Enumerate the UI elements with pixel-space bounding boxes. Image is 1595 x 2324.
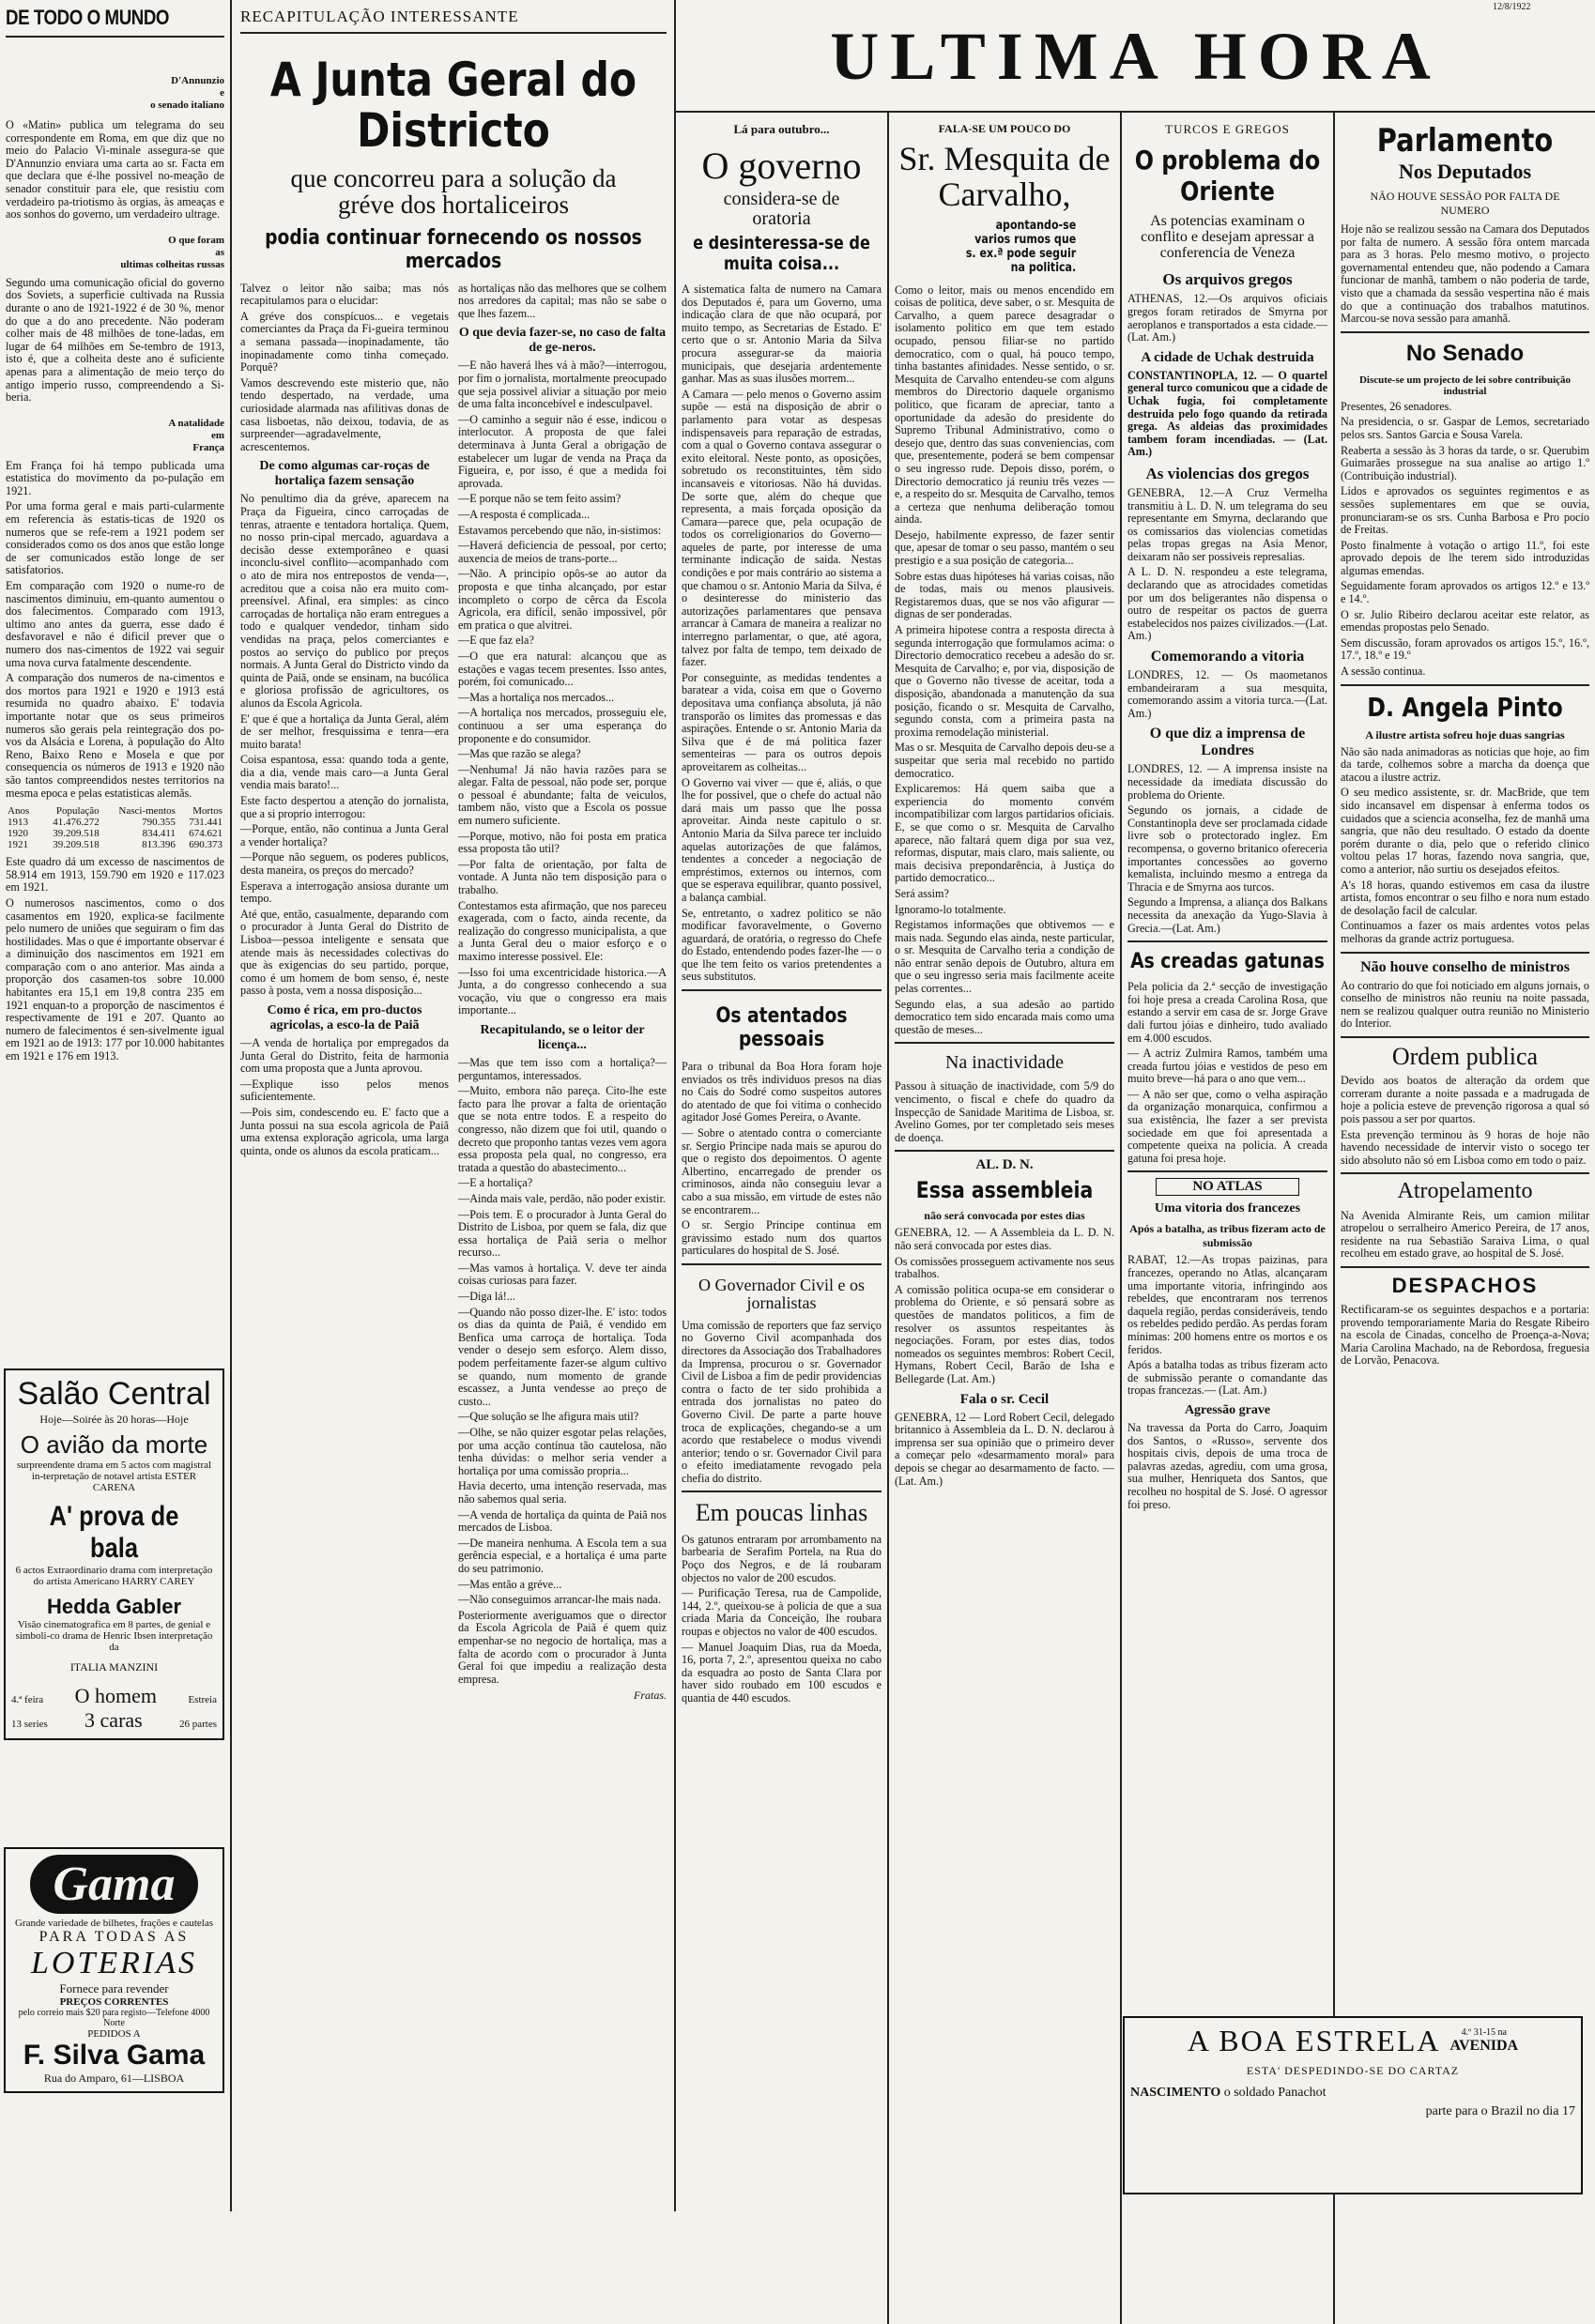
section-title: DE TODO O MUNDO	[6, 6, 170, 29]
subheading: AL. D. N.	[975, 1157, 1034, 1173]
headline: as	[215, 246, 224, 258]
paragraph: —Haverá deficiencia de pessoal, por certo; auxencia de meios de trans-porte...	[458, 539, 667, 565]
sub-column	[240, 283, 449, 1704]
article-subtitle: apontando-se varios rumos que s. ex.ª pode seguir na politica.	[965, 218, 1077, 275]
paragraph: LONDRES, 12. — Os maometanos embandeiraram a sua mesquita, comemorando assim a vitoria turca.—(Lat. Am.)	[1127, 668, 1327, 720]
ad-text: Estreia	[188, 1694, 217, 1705]
paragraph: as hortaliças não das melhores que se colhem nos arredores da capital; mas não se sabe o que lhes fazem...	[458, 281, 667, 320]
ad-film: A' prova de bala	[49, 1501, 179, 1564]
table-header: Mortos	[192, 805, 222, 818]
article-subtitle: NÃO HOUVE SESSÃO POR FALTA DE NUMERO	[1370, 190, 1560, 217]
subheading: D. Angela Pinto	[1367, 691, 1563, 723]
paragraph: Se, entretanto, o xadrez politico se não modificar favoravelmente, o Governo aguardará, de oratória, o regresso do Chefe do Estado, entendendo podes fazer-lhe — o que lhe tem feito os varios pretendentes a seus substitutos.	[682, 906, 882, 984]
paragraph: A's 18 horas, quando estivemos em casa da ilustre artista, fomos encontrar o seu filho e nora num estado de desolação facil de calcular.	[1341, 878, 1589, 917]
paragraph: —Mas então a gréve...	[458, 1577, 562, 1591]
subheading: Agressão grave	[1184, 1402, 1271, 1417]
paragraph: — Manuel Joaquim Dias, rua da Moeda, 16, porta 7, 2.º, apresentou queixa no cabo da esquadra ao posto de Santa Clara por haver sido roubado em 100 escudos e quantia de 440 escudos.	[682, 1640, 882, 1705]
paragraph: O numerosos nascimentos, como o dos casamentos em 1920, explica-se facilmente pelo numero de uniões que seguiram o fim das hostilidades. Mas o que é importante observar é a diminuição dos nascimentos em 1921 em comparação com o ano anterior. Mas ainda a proporção dos casamen-tos sobre 10.000 habitantes era 15,1 em 19,8 contra 235 em 1921 enquan-to a proporção de nascimentos é respectivamente de 191 e 207. Quanto ao numero de falecimentos é sen-sivelmente igual em 1921 ao de 1913: 177 por 10.000 habitantes em 1921 e 176 em 1913.	[6, 895, 224, 1063]
table-row: 1921 39.209.518 813.396 690.373	[8, 839, 222, 851]
paragraph: —Porque, então, não continua a Junta Geral a vender hortaliça?	[240, 822, 449, 849]
column-parlamento	[1335, 113, 1595, 2009]
paragraph: Na presidencia, o sr. Gaspar de Lemos, secretariado pelos srs. Santos Garcia e Sousa Varela.	[1341, 415, 1589, 441]
ad-line: parte para o Brazil no dia 17	[1425, 2104, 1575, 2118]
birth-statistics-table	[6, 805, 224, 850]
headline: D'Annunzio	[171, 75, 224, 86]
article-title: A Junta Geral do Districto	[269, 53, 637, 158]
paragraph: —Porque, motivo, não foi posta em pratica essa proposta tão util?	[458, 829, 667, 856]
ad-gama-lottery	[4, 1847, 224, 2093]
paragraph: —A hortaliça nos mercados, prosseguiu ele, continuou a ser uma esperança do proponente e do consumidor.	[458, 706, 667, 745]
paragraph: —A venda de hortaliça da quinta de Paiã nos mercados de Lisboa.	[458, 1507, 667, 1535]
paragraph: GENEBRA, 12.—A Cruz Vermelha transmitiu à L. D. N. um telegrama do seu representante em Smyrna, declarando que os comissarios das violencias cometidas pelas tropas gregas na Asia Menor, deixaram não ser possiveis represalias.	[1127, 485, 1327, 563]
paragraph: —E que faz ela?	[458, 634, 534, 648]
ad-text: 3 caras	[84, 1708, 143, 1732]
paragraph: Passou à situação de inactividade, com 5/9 do vencimento, o fiscal e chefe do quadro da Inspecção de Sanidade Maritima de Lisboa, sr. Avelino Gomes, por ter completado seis meses de doença.	[895, 1079, 1114, 1144]
ad-boa-estrela	[1123, 2016, 1583, 2194]
ad-line: pelo correio mais $20 para registo—Telefone 4000 Norte	[18, 2008, 210, 2028]
paragraph: — Sobre o atentado contra o comerciante sr. Sergio Principe nada mais se apurou do que o registo dos depoimentos. O agente Albertino, encarregado de prender os criminosos, ainda não conseguiu levar a cabo a sua missão, em virtude de estes não se encontrarem...	[682, 1126, 882, 1216]
paragraph: E' que é que a hortaliça da Junta Geral, além de ser melhor, fresquissima e tenra—era muito barata!	[240, 711, 449, 751]
ad-line: LOTERIAS	[31, 1946, 197, 1980]
paragraph: —Quando não posso dizer-lhe. E' isto: todos os dias da quinta de Paiã, é vendido em Benfica uma carroça de hortaliça. Toda vender o desejo sem esforço. Alem disso, podem perfeitamente fazer-se algum cultivo se quando, num momento de grande escassez, a Junta vendesse ao preço de custo...	[458, 1305, 667, 1408]
paragraph: —Diga lá!...	[458, 1290, 515, 1304]
paragraph: A sessão continua.	[1341, 665, 1426, 679]
article-title: O governo	[701, 145, 862, 187]
paragraph: —Não conseguimos arrancar-lhe mais nada.	[458, 1593, 662, 1607]
paragraph: Não são nada animadoras as noticias que hoje, ao fim da tarde, colhemos sobre a marcha da doença que atacou a ilustre actriz.	[1341, 744, 1589, 784]
paragraph: Devido aos boatos de alteração da ordem que correram durante a noite passada e a madrugada de hoje a policia esteve de prevenção rigorosa a qual só pois passou a ser por quartos.	[1341, 1074, 1589, 1125]
article-title: O problema do Oriente	[1134, 145, 1321, 206]
headline: O que foram	[168, 234, 224, 246]
ad-line: Fornece para revender	[59, 1981, 169, 1995]
ad-desc: Visão cinematografica em 8 partes, de genial e simboli-co drama de Henric Ibsen interpretação da	[15, 1619, 213, 1653]
table-header: População	[55, 805, 100, 818]
paragraph: GENEBRA, 12. — A Assembleia da L. D. N. não será convocada por estes dias.	[895, 1226, 1114, 1252]
headline: França	[192, 441, 224, 453]
paragraph: O sr. Julio Ribeiro declarou aceitar este relator, as emendas propostas pelo Senado.	[1341, 607, 1589, 635]
subheading: não será convocada por estes dias	[924, 1209, 1085, 1223]
kicker: Lá para outubro...	[733, 122, 830, 136]
paragraph: O sr. Sergio Principe continua em gravissimo estado num dos quartos particulares do hospital de S. José.	[682, 1218, 882, 1258]
date-fragment: 12/8/1922	[1493, 2, 1531, 12]
paragraph: Esperava a interrogação ansiosa durante um tempo.	[240, 879, 449, 906]
paragraph: —Isso foi uma excentricidade historica.—A Junta, a do congresso conhecendo a sua vocação, viu que o congresso era mais importante...	[458, 965, 667, 1017]
headline: e	[220, 87, 224, 99]
paragraph: —Olhe, se não quizer esgotar pelas relações, por uma acção contínua tão cautelosa, não tenha dúvidas: o melhor seria vender a hortaliça por uma comissão propria...	[458, 1426, 667, 1477]
paragraph: —Que solução se lhe afigura mais util?	[458, 1410, 639, 1424]
ad-line: o soldado Panachot	[1223, 2086, 1327, 2100]
paragraph: Para o tribunal da Boa Hora foram hoje enviados os três individuos presos na dias no Cais do Sodré como suspeitos autores do atentado de que foi vitima o conhecido agitador José Gomes Pereira, o Avante.	[682, 1060, 882, 1124]
paragraph: —Mas que tem isso com a hortaliça?—perguntamos, interessados.	[458, 1055, 667, 1082]
subheading: Na inactividade	[944, 1052, 1065, 1074]
subheading: Atropelamento	[1397, 1179, 1533, 1204]
subheading: Essa assembleia	[915, 1177, 1094, 1204]
ad-salao-central	[4, 1368, 224, 1740]
paragraph: —Ainda mais vale, perdão, não poder existir.	[458, 1191, 667, 1205]
paragraph: Contestamos esta afirmação, que nos pareceu exagerada, com o facto, ainda recente, da realização do congresso municipalista, a que a Junta Geral deu o maior esforço e o maximo interesse possivel. Ele:	[458, 898, 667, 963]
column-oriente	[1122, 113, 1333, 2009]
subheading: No Senado	[1405, 340, 1525, 366]
paragraph: RABAT, 12.—As tropas paizinas, para francezes, operando no Atlas, alcançaram uma importante vitoria, infringindo aos rebeldes, que encontraram nos terrenos daquela região, perdas consideráveis, tendo os rebeldes pedido perdão. As perdas foram mínimas: 200 homens entre os mortos e os feridos.	[1127, 1253, 1327, 1356]
ad-line: ESTA' DESPEDINDO-SE DO CARTAZ	[1246, 2064, 1460, 2077]
paragraph: Ignoramo-lo totalmente.	[895, 902, 1006, 916]
paragraph: A primeira hipotese contra a resposta directa à segunda interrogação que formulamos acima: o Directorio democratico recebeu a adesão do sr. Mesquita de Carvalho; e, por via, disposição de que o Governo não tivesse de aceitar, toda a disposição, abandonada a manutenção da sua posição, ficando o sr. Mesquita de Carvalho, segundo consta, com a primeira pasta na proxima remodelação ministerial.	[895, 623, 1114, 739]
paragraph: Desejo, habilmente expresso, de fazer sentir que, apesar de tomar o seu passo, mantém o seu prestigio e a sua posição de categoria...	[895, 527, 1114, 568]
paragraph: — A não ser que, como o velha aspiração da organização monarquica, confirmou a sua existência, lhe fazer a ser prevista sociedade em que foi apresentada a competente queixa na policia. A creada gatuna foi presa hoje.	[1127, 1087, 1327, 1165]
paragraph: Os gatunos entraram por arrombamento na barbearia de Serafim Portela, na Rua do Poço dos Negros, e de lá roubaram objectos no valor de 200 escudos.	[682, 1532, 882, 1584]
paragraph: Continuamos a fazer os mais ardentes votos pelas melhoras da grande actriz portuguesa.	[1341, 919, 1589, 945]
masthead: ULTIMA HORA	[830, 19, 1442, 94]
ad-text: O homem	[74, 1684, 158, 1707]
paragraph: Por conseguinte, as medidas tendentes a baratear a vida, coisa em que o Governo depositava uma confiança absoluta, já não transporão os limites das promessas e das aspirações. Entende o sr. Antonio Maria da Silva que é de má politica fazer sementeiras — para os outros depois aproveitarem as colheitas...	[682, 670, 882, 773]
subheading: A ilustre artista sofreu hoje duas sangrias	[1365, 727, 1565, 742]
paragraph: —Porque não seguem, os poderes publicos, desta maneira, os preços do mercado?	[240, 850, 449, 878]
paragraph: Pela policia da 2.ª secção de investigação foi hoje presa a creada Carolina Rosa, que estando a servir em casa de sr. Jorge Grave dali furtou jóias e dinheiro, tudo avaliado em 4.000 escudos.	[1127, 980, 1327, 1045]
section-title: RECAPITULAÇÃO INTERESSANTE	[240, 8, 519, 25]
subheading: Uma vitoria dos francezes	[1154, 1201, 1301, 1216]
ad-line: PEDIDOS A	[87, 2028, 141, 2040]
paragraph: —Pois tem. E o procurador à Junta Geral do Distrito de Lisboa, por quem se fala, diz que essa hortaliça de Paiã seria o melhor recurso...	[458, 1207, 667, 1260]
paragraph: —Nenhuma! Já não havia razões para se alegar. Falta de pessoal, não pode ser, porque o pessoal é abundante; falta de veiculos, tambem não, visto que a Escola os possue em numero suficiente.	[458, 762, 667, 828]
paragraph: Como o leitor, mais ou menos encendido em coisas de politica, deve saber, o sr. Mesquita de Carvalho, a quem parece desagradar o isolamento politico em que tem estado ocupado, pensou filiar-se no partido democratico, com o qual, há pouco tempo, tinha bastantes afinidades. Nesse sentido, o sr. Mesquita de Carvalho entendeu-se com alguns membros do Directorio daquele organismo politico, que ficaram de apreciar, tanto a oportunidade da adesão do presidente do Supremo Tribunal Administrativo, como o desejo que, dentro das suas conveniencias, com que, presentemente, poderá se bem compensar o seu ingresso rude. Depois disso, porém, o Directorio democratico já reuniu três vezes — e, a respeito do sr. Mesquita de Carvalho, temos a certeza que nenhuma deliberação tomou ainda.	[895, 283, 1114, 527]
kicker: FALA-SE UM POUCO DO	[938, 122, 1071, 135]
article-subtitle: As potencias examinam o conflito e desejam apressar a conferencia de Veneza	[1141, 213, 1314, 261]
paragraph: —Muito, embora não pareça. Cito-lhe este facto para lhe provar a falta de orientação que se nota entre todos. E a respeito do congresso, não dizem que foi util, quando o decreto que proponho tantas vezes vem agora essa proposta pela qual, no congresso, era tratada a questão do abastecimento...	[458, 1084, 667, 1174]
paragraph: O «Matin» publica um telegrama do seu correspondente em Roma, em que diz que no meio do Palacio Vi-minale assegura-se que D'Annunzio enviara uma carta ao sr. Facta em que declara que é-lhe possivel no-meação de senador constituir para ele, que resistiu com verdadeiro pa-triotismo às orgias, às ameaças e aos sonhos do governo, um verdadeiro ultrage.	[6, 118, 224, 222]
column-world-news	[0, 0, 230, 2211]
paragraph: Vamos descrevendo este misterio que, não tendo despertado, na verdade, uma curiosidade alarmada nas afilitivas donas de casa lisboetas, não deixou, todavia, de as surpreender—agradavelmente, acrescentemos.	[240, 375, 449, 453]
article-title: Parlamento	[1376, 122, 1554, 160]
paragraph: CONSTANTINOPLA, 12. — O quartel general turco comunicou que a cidade de Uchak fugia, foi completamente destruida pelo fogo quando da retirada grega. As aldeias das proximidades tambem foram incendiadas. — (Lat. Am.)	[1127, 368, 1327, 459]
paragraph: A comissão politica ocupa-se em considerar o problema do Oriente, e só pensará sobre as questões de mandatos politicos, a fim de resolver os assuntos respeitantes às negociações. Foram, por estes dias, todos nomeados os seguintes membros: Robert Cecil, Hymans, Robert Cecil, Barão de Isha e Bellegarde (Lat. Am.)	[895, 1282, 1114, 1385]
subheading: NO ATLAS	[1156, 1178, 1299, 1196]
paragraph: A Camara — pelo menos o Governo assim supõe — está na disposição de abrir o parlamento para votar as despesas indispensaveis para reparação de estradas, com a qual o Governo contava assegurar o exito eleitoral. Neste ponto, as oposições, sobretudo os reconstituintes, têm sido incansaveis e vitoriosas. Não há duvidas. De sorte que, além do cheque que representa, a mais forçada oposição da Camara—parece que, pela ocupação de todos os correligionarios do Governo—aqueles de parte, por interesse de uma terminante indicação de saida. Nestas condições e por mais contrário ao sistema a que chamou o sr. Antonio Maria da Silva, é o desinteresse do ministerio das autorizações parlamentares que pensava arrancar à Camara de maneira a realizar no interregno parlamentar, o que, até agora, talvez por falta de tempo, tem deixado de fazer.	[682, 387, 882, 669]
paragraph: Reaberta a sessão às 3 horas da tarde, o sr. Querubim Guimarães prossegue na sua analise ao artigo 1.º (Contribuição industrial).	[1341, 443, 1589, 482]
ad-logo: Gama	[30, 1855, 198, 1914]
table-header: Nasci-mentos	[118, 805, 176, 818]
paragraph: Até que, então, casualmente, deparando com o procurador à Junta Geral do Distrito de Lisboa—pessoa inteligente e sensata que atende mais às necessidades colectivas do que às exigencias do seu partido, porque, como é um homem de bom senso, é, neste passo à posta, vem a nossa disposição...	[240, 907, 449, 998]
ad-line: Grande variedade de bilhetes, frações e cautelas	[14, 1918, 214, 1929]
ad-line: PARA TODAS AS	[38, 1929, 190, 1945]
paragraph: —A venda de hortaliça por empregados da Junta Geral do Distrito, feita de harmonia com uma proposta que a Junta aprovou.	[240, 1035, 449, 1076]
ad-text: 13 series	[11, 1719, 48, 1730]
article-subtitle: que concorreu para a solução da gréve dos hortaliceiros	[290, 164, 617, 220]
paragraph: —Mas que razão se alega?	[458, 747, 581, 761]
paragraph: LONDRES, 12. — A imprensa insiste na necessidade da imediata discussão do problema do Oriente.	[1127, 762, 1327, 802]
subheading: As creadas gatunas	[1130, 950, 1325, 974]
ad-line: PREÇOS CORRENTES	[59, 1996, 169, 2008]
article-subtitle: considera-se de oratoria	[723, 189, 840, 229]
column-junta-geral	[233, 0, 674, 2211]
paragraph: ATHENAS, 12.—Os arquivos oficiais gregos foram retirados de Smyrna por aeroplanos e transportados a esta cidade.— (Lat. Am.)	[1127, 292, 1327, 344]
subheading: A cidade de Uchak destruida	[1141, 349, 1314, 365]
paragraph: Seguidamente foram aprovados os artigos 12.º e 13.º e 14.º.	[1341, 579, 1589, 606]
subheading: Os arquivos gregos	[1162, 270, 1293, 289]
paragraph: Após a batalha todas as tribus fizeram acto de submissão perante o comandante das tropas francezas.— (Lat. Am.)	[1127, 1358, 1327, 1398]
headline: em	[210, 429, 224, 441]
column-rule	[230, 0, 232, 2211]
paragraph: —A resposta é complicada...	[458, 508, 590, 521]
headline: o senado italiano	[150, 99, 224, 111]
paragraph: —Não. A principio opôs-se ao autor da proposta e que tinha alcançado, por estar incompleto o corpo de cêrca da Escola Agricola, era difícil, senão impossivel, pôr em pratica o que alvitrei.	[458, 567, 667, 632]
paragraph: Segundo elas, a sua adesão ao partido democratico tem sido encarada mais como uma questão de meses...	[895, 997, 1114, 1036]
ad-line: F. Silva Gama	[23, 2040, 206, 2071]
paragraph: Na travessa da Porta do Carro, Joaquim dos Santos, o «Russo», servente dos hospitais civis, depois de uma troca de palavras azedas, agrediu, com uma grosa, sua mulher, Henriqueta dos Santos, que recolheu no hospital de S. José. O agressor foi preso.	[1127, 1420, 1327, 1511]
ad-text: 26 partes	[178, 1719, 217, 1730]
paragraph: Sobre estas duas hipóteses há varias coisas, não de todas, mais ou menos plausiveis. Registaremos duas, que se nos vão afigurar — dignas de ser ponderadas.	[895, 569, 1114, 621]
sub-column	[458, 283, 667, 1704]
paragraph: A sistematica falta de numero na Camara dos Deputados é, para um Governo, uma indicação clara de que não ocupará, por muito tempo, as Secretarias de Estado. E' certo que o sr. Antonio Maria da Silva procura assegurar-se da maioria municipais, que desejaria ardentemente ganhar. Mas as suas ilusões morrem...	[682, 283, 882, 386]
table-header: Anos	[8, 805, 30, 818]
paragraph: Por uma forma geral e mais parti-cularmente em referencia às estatis-ticas de 1920 os numeros que se refe-rem a 1921 podem ser considerados como os dos anos que estão longe de ser comunicados estão longe de ser satisfatorios.	[6, 499, 224, 577]
paragraph: O Governo vai viver — que é, aliás, o que lhe for possivel, que o chefe do actual não dará mais um passo que lhe possa aproveitar. Ainda neste capitulo o sr. Antonio Maria da Silva parece ter incluido aquelas autorizações de que falámos, tendentes a conceder a negociação de empréstimos, externos ou internos, com que se esperava equilibrar, quanto possivel, a balança cambial.	[682, 775, 882, 904]
paragraph: —Por falta de orientação, por falta de vontade. A Junta não tem disposição para o trabalho.	[458, 857, 667, 897]
article-subtitle: podia continuar fornecendo os nossos mercados	[265, 225, 642, 273]
ad-film: Hedda Gabler	[46, 1595, 182, 1618]
subheading: Os atentados pessoais	[715, 1004, 848, 1052]
subheading: Comemorando a vitoria	[1150, 649, 1305, 665]
headline: ultimas colheitas russas	[120, 258, 224, 270]
paragraph: Segundo a Imprensa, a aliança dos Balkans necessita da anexação da Yugo-Slavia à Grecia.—(Lat. Am.)	[1127, 895, 1327, 935]
paragraph: Coisa espantosa, essa: quando toda a gente, dia a dia, vende mais caro—a Junta Geral vendia mais barato!...	[240, 753, 449, 792]
paragraph: — A actriz Zulmira Ramos, também uma creada furtou jóias e vestidos de peso em muito breve—há para o ano que vem...	[1127, 1047, 1327, 1086]
subheading: Como é rica, em pro-ductos agricolas, a esco-la de Paiã	[267, 1002, 422, 1032]
paragraph: Rectificaram-se os seguintes despachos e a portaria: provendo temporariamente Maria do Resgate Ribeiro na escola de Cinadas, concelho de Proença-a-Nova; Maria Carolina Machado, na de Rebordosa, freguesia de Lorvão, Penacova.	[1341, 1302, 1589, 1368]
paragraph: Ao contrario do que foi noticiado em alguns jornais, o conselho de ministros não reuniu na noite passada, nem se realizou qualquer outra reunião no Ministerio do Interior.	[1341, 978, 1589, 1031]
subheading: O que devia fazer-se, no caso de falta de ge-neros.	[458, 326, 667, 356]
paragraph: Os comissões prosseguem activamente nos seus trabalhos.	[895, 1254, 1114, 1281]
paragraph: —Pois sim, condescendo eu. E' facto que a Junta possui na sua escola agricola de Paiã uma extensa exploração agricola, uma larga quinta, onde os alunos da escola praticam...	[240, 1105, 449, 1157]
paragraph: Este quadro dá um excesso de nascimentos de 58.914 em 1913, 159.790 em 1920 e 117.023 em 1921.	[6, 855, 224, 894]
paragraph: —Mas a hortaliça nos mercados...	[458, 690, 615, 704]
paragraph: Este facto despertou a atenção do jornalista, que a si proprio interrogou:	[240, 794, 449, 820]
article-subtitle: Nos Deputados	[1398, 160, 1532, 183]
ad-film: O avião da morte	[20, 1430, 208, 1459]
ad-star: ITALIA MANZINI	[69, 1660, 159, 1674]
kicker: TURCOS E GREGOS	[1165, 122, 1290, 136]
paragraph: —O que era natural: alcançou que as estações e vagas tecem presentes. Isso antes, porém, foi comunicado...	[458, 649, 667, 689]
paragraph: A gréve dos conspícuos... e vegetais comerciantes da Praça da Fi-gueira terminou a semana passada—inopinadamente, tão inopinadamente como tinha começado. Porquê?	[240, 309, 449, 375]
ad-title: Salão Central	[17, 1376, 211, 1412]
subheading: Discute-se um projecto de lei sobre contribuição industrial	[1358, 374, 1572, 397]
paragraph: Uma comissão de reporters que faz serviço no Governo Civil acompanhada dos directores da Associação dos Trabalhadores da Imprensa, procurou o sr. Governador Civil de Lisboa a fim de pedir providencias contra o facto de ter sido prohibida a entrada dos jornalistas no pateo do Governo Civil. De parte a parte houve troca de explicações, chegando-se a um acordo que restabelece o modus vivendi anterior; tendo o sr. Governador Civil para o efeito imediatamente revogado pela chefia do distrito.	[682, 1318, 882, 1485]
paragraph: Registamos informações que obtivemos — e mais nada. Segundo elas ainda, neste particular, o sr. Mesquita de Carvalho teria a condição de não entrar senão depois de Outubro, altura em que o seu ingresso seria mais facilmente aceite pelas correntes...	[895, 918, 1114, 996]
paragraph: —Mas vamos à hortaliça. V. deve ter ainda coisas curiosas para fazer.	[458, 1261, 667, 1288]
paragraph: Posto finalmente à votação o artigo 11.º, foi este aprovado depois de lhe terem sido introduzidas algumas emendas.	[1341, 538, 1589, 577]
paragraph: Em França foi há tempo publicada uma estatistica do movimento da po-pulação em 1921.	[6, 458, 224, 497]
paragraph: GENEBRA, 12 — Lord Robert Cecil, delegado britannico à Assembleia da L. D. N. declarou à imprensa ser sua opinião que o primeiro dever a começar pelo «desarmamento moral» para depois se chegar ao desarmamento de facto. — (Lat. Am.)	[895, 1410, 1114, 1488]
paragraph: Explicaremos: Há quem saiba que a experiencia do momento convém incompatibilizar com largos partidarios oficiais. E, se que como o sr. Mesquita de Carvalho aparece, não faltará quem diga por sua vez, reformas, disputar, mais claro, mais saliente, ou mais decisiva prepondarência, à Justiça do partido democratico...	[895, 782, 1114, 885]
paragraph: Talvez o leitor não saiba; mas nós recapitulamos para o elucidar:	[240, 281, 449, 308]
subheading: Ordem publica	[1391, 1042, 1539, 1070]
signature: Fratas.	[633, 1689, 667, 1703]
article-subtitle: e desinteressa-se de muita coisa...	[693, 233, 870, 274]
paragraph: Estavamos percebendo que não, in-sistimos:	[458, 523, 662, 537]
subheading: O Governador Civil e os jornalistas	[698, 1275, 865, 1312]
subheading: De como algumas car-roças de hortaliça fazem sensação	[259, 459, 430, 489]
paragraph: No penultimo dia da gréve, aparecem na Praça da Figueira, cinco carroçadas de tenras, atraente e tentadora hortaliça. Quem, no nosso prin-cipal mercado, aguardava a decisão desse extemporâneo e quasi inconclu-sivel conflito—acompanhado com o ato de mira nos entrepostos de venda—, acreditou que a coisa não era muito com-preensível. Afinal, era simples: as cinco carroçadas de hortaliça não eram entregues a todo e qualquer vendedor, tinham sido vendidas na praça, pelos comerciantes e postos ao serviço do publico por preços normais. A Junta Geral do Districto vindo da quinta de Paiã, onde se ensinam, na bucólica e gloriosa profissão de agricultores, os alunos da Escola Agricola.	[240, 492, 449, 710]
paragraph: — Purificação Teresa, rua de Campolide, 144, 2.º, queixou-se à policia de que a sua criada Maria da Conceição, lhe roubara roupas e objectos no valor de 400 escudos.	[682, 1586, 882, 1638]
ad-line: NASCIMENTO	[1130, 2086, 1221, 2100]
paragraph: Havia decerto, uma intenção reservada, mas não sabemos qual seria.	[458, 1479, 667, 1506]
paragraph: —Explique isso pelos menos suficientemente.	[240, 1077, 449, 1104]
paragraph: Mas o sr. Mesquita de Carvalho depois deu-se a suspeitar que seria mal recebido no partido democratico.	[895, 741, 1114, 780]
paragraph: Esta prevenção terminou às 9 horas de hoje não havendo necessidade de intervir visto o socego ter sido absoluto não só em Lisboa como em todo o paiz.	[1341, 1127, 1589, 1167]
paragraph: Segundo os jornais, a cidade de Constantinopla deve ser proclamada cidade livre sob o protectorado inglez. Em recompensa, o governo britanico ofereceria importantes concessões ao governo kemalista, incluindo mesmo a entrega da Thracia e de Smyrna aos turcos.	[1127, 803, 1327, 894]
ad-address: AVENIDA	[1449, 2038, 1519, 2054]
subheading: O que diz a imprensa de Londres	[1149, 726, 1306, 759]
paragraph: Posteriormente averiguamos que o director da Escola Agricola de Paiã é quem quiz empenhar-se no negocio de hortaliça, mas a falta de acordo com o procurador à Junta Geral foi que impediu a realização desta empresa.	[458, 1608, 667, 1686]
paragraph: Lidos e aprovados os seguintes regimentos e as sessões suplementares em que se ouvia, pronunciaram-se os srs. Cunha Barbosa e Pro pocio de Freitas.	[1341, 484, 1589, 537]
paragraph: Hoje não se realizou sessão na Camara dos Deputados por falta de numero. A sessão fôra ontem marcada para as 3 horas. Pelo mesmo motivo, o projecto governamental entendeu que, não podendo a Camara funcionar de manhã, tambem o não poderia de tarde, visto que a chamada da sessão vespertina não é mais do que a continuação dos trabalhos matutinos. Marcou-se nova sessão para amanhã.	[1341, 222, 1589, 326]
paragraph: Será assim?	[895, 886, 949, 900]
column-governo	[676, 113, 887, 2324]
paragraph: —De maneira nenhuma. A Escola tem a sua gerência especial, e a hortaliça é uma parte do seu patrimonio.	[458, 1536, 667, 1575]
ad-desc: surpreendente drama em 5 actos com magistral in-terpretação de notavel artista ESTER CARENA	[16, 1460, 212, 1493]
ad-title: A BOA ESTRELA	[1187, 2024, 1441, 2057]
column-mesquita	[889, 113, 1120, 2324]
paragraph: Segundo uma comunicação oficial do governo dos Soviets, a superficie cultivada na Russia durante o ano de 1921-1922 é de 30 %, menor do que a do ano precedente. Não poderam colher mais de 48 milhões de tone-ladas, em lugar de 64 milhões em Se-tembro de 1913, isto é, que a colheita deste ano é suficiente apenas para a alimentação de meio terço do antigo imperio russo, compreendendo a Si-beria.	[6, 275, 224, 405]
ad-text: 4.ª feira	[11, 1694, 44, 1705]
paragraph: O seu medico assistente, sr. dr. MacBride, que tem sido incansavel em dispensar à enferma todos os cuidados que a sciencia aconselha, fez de manhã uma sangria, que não deu resultado. O estado da doente porém durante o dia, pelo que o referido clinico voltou pelas 17 horas, fazendo nova sangria, que, como a anterior, não surtiu os desejados efeitos.	[1341, 786, 1589, 876]
paragraph: —E a hortaliça?	[458, 1176, 533, 1190]
paragraph: Presentes, 26 senadores.	[1341, 399, 1452, 413]
subheading: Fala o sr. Cecil	[959, 1391, 1050, 1407]
subheading: Não houve conselho de ministros	[1360, 958, 1570, 975]
subheading: Após a batalha, as tribus fizeram acto de submissão	[1129, 1222, 1326, 1250]
headline: A natalidade	[168, 417, 224, 429]
paragraph: Na Avenida Almirante Reis, um camion militar atropelou o serralheiro Americo Pereira, de 17 anos, residente na rua Sebastião Saraiva Lima, o qual recolheu em estado grave, ao hospital de S. José.	[1341, 1208, 1589, 1261]
ad-line: Hoje—Soirée às 20 horas—Hoje	[39, 1413, 189, 1426]
paragraph: Sem discussão, foram aprovados os artigos 15.º, 16.º, 17.º, 18.º e 19.º	[1341, 635, 1589, 663]
subheading: DESPACHOS	[1391, 1273, 1539, 1297]
article-title: Sr. Mesquita de Carvalho,	[898, 140, 1111, 213]
subheading: As violencias dos gregos	[1145, 464, 1310, 482]
paragraph: —E porque não se tem feito assim?	[458, 492, 621, 506]
paragraph: —E não haverá lhes vá à mão?—interrogou, por fim o jornalista, mortalmente preocupado que seja possivel aliviar a situação por meio de uma falta inconcebível e indesculpavel.	[458, 359, 667, 411]
paragraph: Em comparação com 1920 o nume-ro de nascimentos diminuiu, em-quanto aumentou o dos falecimentos. Comparado com 1913, ultimo ano antes da guerra, esse dado é desfavoravel e não é dificil prever que o numero dos nas-cimentos de 1922 vai seguir uma nova curva fatalmente descendente.	[6, 579, 224, 669]
ad-line: Rua do Amparo, 61—LISBOA	[43, 2072, 185, 2085]
paragraph: A comparação dos numeros de na-cimentos e dos mortos para 1921 e 1920 e 1913 está resumida no quadro abaixo. E' todavia importante notar que os seus primeiros numeros são gerais pela reintegração dos po-vos da Alsácia e Lorena, à população do Alto Reno, Baixo Reno e Mosela e que por consequencia os números de 1913 e 1920 não são tantos compreendidos nestes territorios na mesma epoca e pelas estatisticas alemãs.	[6, 671, 224, 800]
paragraph: —O caminho a seguir não é esse, indicou o interlocutor. A proposta de que falei determinava à Junta Geral a obrigação de estabelecer um lugar de venda na Praça da Figueira, e, por isso, é que a medida foi aprovada.	[458, 412, 667, 490]
subheading: Recapitulando, se o leitor der licença...	[480, 1022, 645, 1052]
ad-address: 4.º 31-15 na	[1461, 2027, 1507, 2038]
ad-desc: 6 actos Extraordinario drama com interpretação do artista Americano HARRY CAREY	[15, 1565, 213, 1587]
table-row: 1920 39.209.518 834.411 674.621	[8, 828, 222, 840]
table-row: 1913 41.476.272 790.355 731.441	[8, 817, 222, 829]
paragraph: A L. D. N. respondeu a este telegrama, declarando que as atrocidades cometidas por um dos beligerantes não dispensa o outro de respeitar os pactos de guerra estabelecidos nos paizes civilizados.—(Lat. Am.)	[1127, 565, 1327, 643]
subheading: Em poucas linhas	[695, 1499, 868, 1527]
